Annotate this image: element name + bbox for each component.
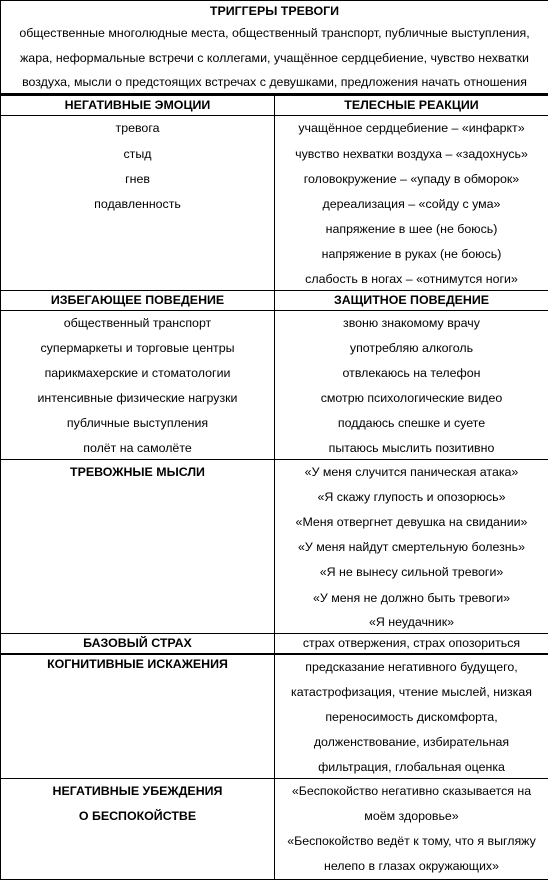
- fear-value: страх отвержения, страх опозориться: [278, 634, 545, 653]
- thoughts-title: ТРЕВОЖНЫЕ МЫСЛИ: [1, 459, 275, 633]
- triggers-cell: [1, 1, 548, 95]
- thoughts-cell: [275, 459, 548, 633]
- thoughts-row: [1, 459, 548, 633]
- emotions-title: НЕГАТИВНЫЕ ЭМОЦИИ: [1, 95, 275, 116]
- triggers-title: ТРИГГЕРЫ ТРЕВОГИ: [4, 1, 545, 21]
- avoidance-cell: [1, 310, 275, 459]
- safety-title: ЗАЩИТНОЕ ПОВЕДЕНИЕ: [275, 290, 548, 310]
- beliefs-title: [1, 778, 275, 880]
- avoidance-safety-header-row: [1, 290, 548, 310]
- avoidance-safety-row: [1, 310, 548, 459]
- fear-cell: [275, 633, 548, 654]
- avoidance-item: общественный транспорт: [4, 311, 271, 336]
- thought-item: «Я неудачник»: [278, 611, 545, 633]
- emotions-body-row: [1, 116, 548, 290]
- avoidance-title: ИЗБЕГАЮЩЕЕ ПОВЕДЕНИЕ: [1, 290, 275, 310]
- distortions-cell: [275, 654, 548, 778]
- safety-item: пытаюсь мыслить позитивно: [278, 437, 545, 459]
- distortion-line: предсказание негативного будущего,: [278, 655, 545, 680]
- safety-item: поддаюсь спешке и суете: [278, 411, 545, 436]
- distortion-line: переносимость дискомфорта,: [278, 705, 545, 730]
- triggers-row: [1, 1, 548, 95]
- thought-item: «У меня случится паническая атака»: [278, 460, 545, 485]
- belief-line: «Беспокойство ведёт к тому, что я выгляжу: [278, 829, 545, 854]
- emotion-item: подавленность: [4, 192, 271, 217]
- beliefs-title-line: НЕГАТИВНЫЕ УБЕЖДЕНИЯ: [4, 779, 271, 804]
- distortions-row: [1, 654, 548, 778]
- distortion-line: катастрофизация, чтение мыслей, низкая: [278, 680, 545, 705]
- body-reaction-item: головокружение – «упаду в обморок»: [278, 167, 545, 192]
- thought-item: «Меня отвергнет девушка на свидании»: [278, 510, 545, 535]
- beliefs-title-line: О БЕСПОКОЙСТВЕ: [4, 804, 271, 829]
- safety-item: отвлекаюсь на телефон: [278, 361, 545, 386]
- body-reaction-item: напряжение в шее (не боюсь): [278, 217, 545, 242]
- fear-row: [1, 633, 548, 654]
- distortions-title: КОГНИТИВНЫЕ ИСКАЖЕНИЯ: [1, 654, 275, 778]
- triggers-line: жара, неформальные встречи с коллегами, учащённое сердцебиение, чувство нехватки: [4, 46, 545, 71]
- avoidance-item: интенсивные физические нагрузки: [4, 386, 271, 411]
- safety-item: смотрю психологические видео: [278, 386, 545, 411]
- emotion-item: стыд: [4, 142, 271, 167]
- thought-item: «Я не вынесу сильной тревоги»: [278, 560, 545, 585]
- beliefs-cell: [275, 778, 548, 880]
- body-reaction-item: дереализация – «сойду с ума»: [278, 192, 545, 217]
- body-reactions-title: ТЕЛЕСНЫЕ РЕАКЦИИ: [275, 95, 548, 116]
- body-reaction-item: напряжение в руках (не боюсь): [278, 242, 545, 267]
- avoidance-item: супермаркеты и торговые центры: [4, 336, 271, 361]
- distortion-line: фильтрация, глобальная оценка: [278, 756, 545, 778]
- distortion-line: долженствование, избирательная: [278, 730, 545, 755]
- emotion-item: тревога: [4, 116, 271, 141]
- body-reaction-item: слабость в ногах – «отнимутся ноги»: [278, 268, 545, 290]
- thought-item: «У меня не должно быть тревоги»: [278, 586, 545, 611]
- beliefs-row: [1, 778, 548, 880]
- emotions-cell: [1, 116, 275, 290]
- belief-line: «Беспокойство негативно сказывается на: [278, 779, 545, 804]
- triggers-line: воздуха, мысли о предстоящих встречах с девушками, предложения начать отношения: [4, 71, 545, 93]
- thought-item: «У меня найдут смертельную болезнь»: [278, 535, 545, 560]
- fear-title: БАЗОВЫЙ СТРАХ: [1, 633, 275, 654]
- thought-item: «Я скажу глупость и опозорюсь»: [278, 485, 545, 510]
- emotion-item: гнев: [4, 167, 271, 192]
- safety-item: употребляю алкоголь: [278, 336, 545, 361]
- avoidance-item: публичные выступления: [4, 411, 271, 436]
- emotions-body-header-row: [1, 95, 548, 116]
- triggers-line: общественные многолюдные места, общественный транспорт, публичные выступления,: [4, 21, 545, 46]
- safety-item: звоню знакомому врачу: [278, 311, 545, 336]
- body-reaction-item: чувство нехватки воздуха – «задохнусь»: [278, 142, 545, 167]
- body-reaction-item: учащённое сердцебиение – «инфаркт»: [278, 116, 545, 141]
- body-reactions-cell: [275, 116, 548, 290]
- avoidance-item: полёт на самолёте: [4, 437, 271, 459]
- avoidance-item: парикмахерские и стоматологии: [4, 361, 271, 386]
- belief-line: моём здоровье»: [278, 804, 545, 829]
- safety-cell: [275, 310, 548, 459]
- belief-line: нелепо в глазах окружающих»: [278, 854, 545, 879]
